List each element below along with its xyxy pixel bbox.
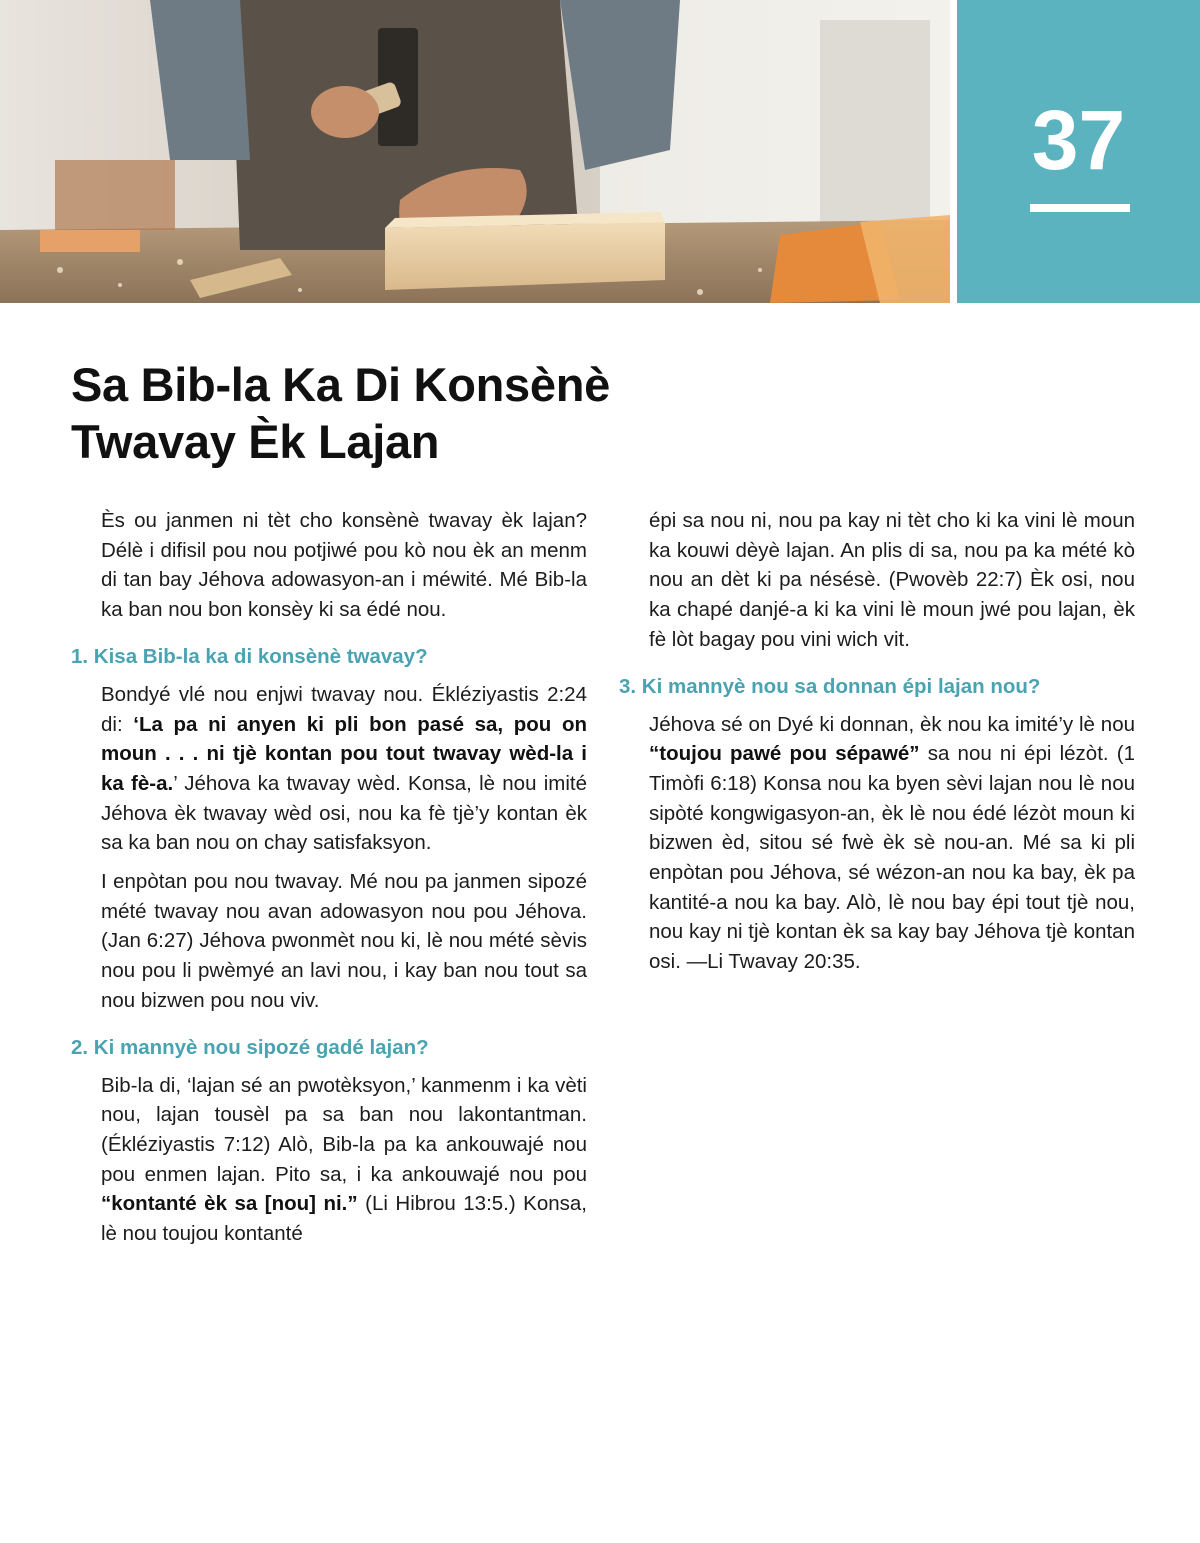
section-1-paragraph-1 — [71, 680, 587, 858]
section-3-text-a: Jéhova sé on Dyé ki donnan, èk nou ka imité’y lè nou — [649, 712, 1135, 736]
lesson-number: 37 — [1031, 93, 1126, 187]
section-2-text-b: (Li Hibrou 13:5.) Konsa, lè nou toujou kontanté — [101, 1192, 587, 1246]
section-2-text-a: Bib-la di, ‘lajan sé an pwotèksyon,’ kanmenm i ka vèti nou, lajan tousèl pa sa ban nou lakontantman. (Ékléziyastis 7:12) Alò, Bib-la pa ka ankouwajé nou pou enmen lajan. Pito sa, i ka ankouwajé nou pou — [101, 1073, 587, 1186]
left-column — [71, 506, 587, 1258]
section-2-paragraph-continued: épi sa nou ni, nou pa kay ni tèt cho ki ka vini lè moun ka kouwi dèyè lajan. An plis di sa, nou pa ka mété kò nou an dèt ki pa nésésè. (Pwovèb 22:7) Èk osi, nou ka chapé danjé-a ki ka vini lè moun jwé pou lajan, èk fè lòt bagay pou vini wich vit. — [649, 509, 1135, 651]
section-2-paragraph-1 — [71, 1071, 587, 1249]
title-line-2: Twavay Èk Lajan — [71, 415, 440, 468]
section-1-quote: ‘La pa ni anyen ki pli bon pasé sa, pou on moun . . . ni tjè kontan pou tout twavay wèd-la i ka fè-a. — [101, 712, 587, 795]
lesson-number-badge — [957, 0, 1200, 303]
page-title — [71, 356, 771, 470]
title-line-1: Sa Bib-la Ka Di Konsènè — [71, 358, 610, 411]
section-3-paragraph-1 — [619, 710, 1135, 977]
intro-paragraph: Ès ou janmen ni tèt cho konsènè twavay èk lajan? Délè i difisil pou nou potjiwé pou kò nou èk an menm di tan bay Jéhova adowasyon-an i méwité. Mé Bib-la ka ban nou bon konsèy ki sa édé nou. — [101, 509, 587, 622]
section-1-paragraph-2: I enpòtan pou nou twavay. Mé nou pa janmen sipozé mété twavay nou avan adowasyon nou pou Jéhova. (Jan 6:27) Jéhova pwonmèt nou ki, lè nou mété sèvis nou pou li pwèmyé an lavi nou, i kay ban nou tout sa nou bizwen pou nou viv. — [101, 870, 587, 1012]
section-2-heading: 2. Ki mannyè nou sipozé gadé lajan? — [71, 1035, 429, 1059]
section-3-quote: “toujou pawé pou sépawé” — [649, 742, 920, 766]
badge-underline — [1030, 204, 1130, 212]
section-2-quote: “kontanté èk sa [nou] ni.” — [101, 1192, 358, 1216]
section-1-heading: 1. Kisa Bib-la ka di konsènè twavay? — [71, 644, 428, 668]
hero-photo — [0, 0, 950, 303]
section-3-heading: 3. Ki mannyè nou sa donnan épi lajan nou? — [619, 674, 1041, 698]
section-1-text-a: Bondyé vlé nou enjwi twavay nou. Ékléziyastis 2:24 di: — [101, 682, 587, 736]
section-1-text-b: ’ Jéhova ka twavay wèd. Konsa, lè nou imité Jéhova èk twavay wèd osi, nou ka fè tjè’y kontan èk sa ka ban nou on chay satisfaksyon. — [101, 771, 588, 855]
right-column — [619, 506, 1135, 986]
section-3-text-b: sa nou ni épi lézòt. (1 Timòfi 6:18) Konsa nou ka byen sèvi lajan nou lè nou sipòté kongwigasyon-an, èk lè nou édé lézòt moun ki bizwen èd, sitou sé fwè èk sè nou-an. Mé sa ki pli enpòtan pou Jéhova, sé wézon-an nou ka bay, èk pa kantité-a nou ka bay. Alò, lè nou bay épi tout tjè nou, nou kay ni tjè kontan èk sa kay bay Jéhova tjè kontan osi. —Li Twavay 20:35. — [649, 742, 1135, 974]
